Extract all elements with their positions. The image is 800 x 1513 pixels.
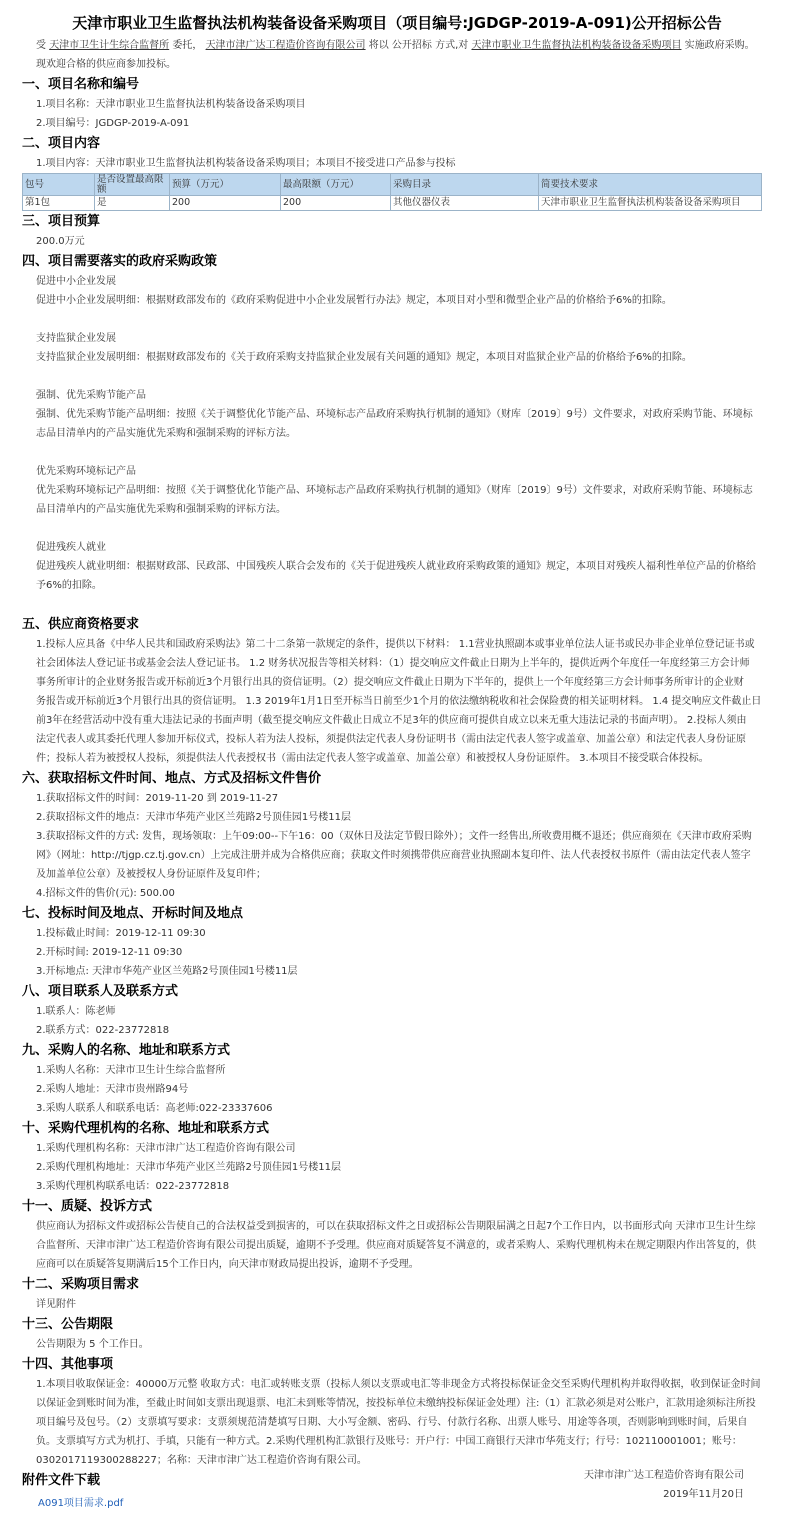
table-header: 是否设置最高限额 — [95, 174, 170, 196]
table-cell: 其他仪器仪表 — [391, 196, 539, 211]
qualification-text: 社会团体法人登记证书或基金会法人登记证书。 1.2 财务状况报告等相关材料：（1）提交响应文件截止日期为上半年的，提供近两个年度任一年度经第三方会计师 — [36, 658, 750, 669]
page-title — [22, 10, 772, 36]
section-title: 六、获取招标文件时间、地点、方式及招标文件售价 — [22, 771, 322, 786]
project-budget: 200.0万元 — [36, 236, 85, 247]
project-number: 2.项目编号：JGDGP-2019-A-091 — [36, 118, 190, 129]
complaint-text: 供应商认为招标文件或招标公告使自己的合法权益受到损害的，可以在获取招标文件之日或招标公告期限届满之日起7个工作日内，以书面形式向 天津市卫生计生综 — [36, 1221, 756, 1232]
policy-detail: 强制、优先采购节能产品明细：按照《关于调整优化节能产品、环境标志产品政府采购执行机制的通知》（财库〔2019〕9号）文件要求，对政府采购节能、环境标 — [36, 409, 753, 420]
section-title: 十一、质疑、投诉方式 — [22, 1199, 153, 1214]
other-matters: 以保证金到账时间为准，至截止时间如支票出现退票、电汇未到账等情况，按投标单位未缴纳投标保证金处理）注:（1）汇款必须是对公账户，汇款用途须标注所投 — [36, 1398, 756, 1409]
policy-detail: 促进中小企业发展明细：根据财政部发布的《政府采购促进中小企业发展暂行办法》规定，本项目对小型和微型企业产品的价格给予6%的扣除。 — [36, 295, 672, 306]
table-cell: 200 — [170, 196, 281, 211]
intro-paragraph — [22, 36, 772, 55]
intro-agent: 天津市津广达工程造价咨询有限公司 — [205, 40, 366, 51]
table-cell: 是 — [95, 196, 170, 211]
agent-info: 1.采购代理机构名称：天津市津广达工程造价咨询有限公司 — [36, 1143, 296, 1154]
other-matters: 1.本项目收取保证金：40000万元整 收取方式：电汇或转账支票（投标人须以支票或电汇等非现金方式将投标保证金交至采购代理机构并取得收据，收到保证金时间 — [36, 1379, 761, 1390]
section-title: 十四、其他事项 — [22, 1357, 114, 1372]
table-cell: 第1包 — [23, 196, 95, 211]
document-info: 2.获取招标文件的地点：天津市华苑产业区兰苑路2号顶佳园1号楼11层 — [36, 812, 351, 823]
table-row — [23, 196, 762, 211]
requirement-text: 详见附件 — [36, 1299, 76, 1310]
other-matters: 项目编号及包号。（2）支票填写要求：支票须规范清楚填写日期、大小写金额、密码、行号、付款行名称、出票人账号、用途等各项，否则影响到账时间，后果自 — [36, 1417, 748, 1428]
section-title: 八、项目联系人及联系方式 — [22, 984, 179, 999]
notice-period: 公告期限为 5 个工作日。 — [36, 1339, 149, 1350]
qualification-text: 务报告或开标前近3个月银行出具的资信证明。 1.3 2019年1月1日至开标当日前至少1个月的依法缴纳税收和社会保险费的相关证明材料。 1.4 提交响应文件截止日 — [36, 696, 762, 707]
project-content: 1.项目内容：天津市职业卫生监督执法机构装备设备采购项目；本项目不接受进口产品参与投标 — [36, 158, 456, 169]
policy-detail: 优先采购环境标记产品明细：按照《关于调整优化节能产品、环境标志产品政府采购执行机制的通知》（财库〔2019〕9号）文件要求，对政府采购节能、环境标志 — [36, 485, 753, 496]
policy-name: 促进中小企业发展 — [36, 276, 116, 287]
section-title: 二、项目内容 — [22, 136, 101, 151]
policy-detail: 志品目清单内的产品实施优先采购和强制采购的评标方法。 — [36, 428, 296, 439]
signature-date: 2019年11月20日 — [663, 1489, 744, 1500]
policy-block — [22, 386, 772, 443]
policy-block — [22, 462, 772, 519]
intro-purchaser: 天津市卫生计生综合监督所 — [49, 40, 170, 51]
qualification-text: 事务所审计的企业财务报告或开标前近3个月银行出具的资信证明。（2）提交响应文件截止日期为下半年的，提供上一个年度经第三方会计师事务所审计的企业财 — [36, 677, 744, 688]
other-matters: 负。支票填写方式为机打、手填，只能有一种方式。2.采购代理机构汇款银行及账号：开户行：中国工商银行天津市华苑支行；行号：102110001001；账号： — [36, 1436, 742, 1447]
project-name: 1.项目名称：天津市职业卫生监督执法机构装备设备采购项目 — [36, 99, 306, 110]
table-header: 简要技术要求 — [539, 174, 762, 196]
bid-time-info: 1.投标截止时间：2019-12-11 09:30 — [36, 928, 206, 939]
document-info: 3.获取招标文件的方式: 发售，现场领取：上午09:00--下午16：00（双休日及法定节假日除外）；文件一经售出,所收费用概不退还；供应商须在《天津市政府采购 — [36, 831, 752, 842]
section-title: 一、项目名称和编号 — [22, 77, 140, 92]
section-title: 十二、采购项目需求 — [22, 1277, 140, 1292]
table-header: 采购目录 — [391, 174, 539, 196]
intro-project: 天津市职业卫生监督执法机构装备设备采购项目 — [471, 40, 682, 51]
table-cell: 200 — [281, 196, 391, 211]
table-cell: 天津市职业卫生监督执法机构装备设备采购项目 — [539, 196, 762, 211]
policy-detail: 品目清单内的产品实施优先采购和强制采购的评标方法。 — [36, 504, 286, 515]
policy-block — [22, 329, 772, 367]
policy-block — [22, 538, 772, 595]
purchaser-info: 1.采购人名称：天津市卫生计生综合监督所 — [36, 1065, 226, 1076]
table-header-row — [23, 174, 762, 196]
table-header: 预算（万元） — [170, 174, 281, 196]
qualification-text: 法定代表人或其委托代理人参加开标仪式，投标人若为法人投标，须提供法定代表人身份证明书（需由法定代表人签字或盖章、加盖公章）和法定代表人身份证原 — [36, 734, 746, 745]
qualification-text: 1.投标人应具备《中华人民共和国政府采购法》第二十二条第一款规定的条件，提供以下材料： 1.1营业执照副本或事业单位法人证书或民办非企业单位登记证书或 — [36, 639, 755, 650]
section-title: 三、项目预算 — [22, 214, 101, 229]
intro-text: 委托， — [172, 40, 203, 51]
section-title: 九、采购人的名称、地址和联系方式 — [22, 1043, 231, 1058]
section-title: 七、投标时间及地点、开标时间及地点 — [22, 906, 244, 921]
attachment-link[interactable]: A091项目需求.pdf — [38, 1498, 124, 1509]
policy-name: 支持监狱企业发展 — [36, 333, 116, 344]
policy-detail: 予6%的扣除。 — [36, 580, 102, 591]
signature-org: 天津市津广达工程造价咨询有限公司 — [584, 1470, 744, 1481]
purchaser-info: 3.采购人联系人和联系电话：高老师:022-23337606 — [36, 1103, 273, 1114]
policy-name: 强制、优先采购节能产品 — [36, 390, 146, 401]
document-info: 网》（网址：http://tjgp.cz.tj.gov.cn）上完成注册并成为合格供应商；获取文件时须携带供应商营业执照副本复印件、法人代表授权书原件（需由法定代表人签字 — [36, 850, 751, 861]
contact-info: 1.联系人：陈老师 — [36, 1006, 116, 1017]
section-title: 四、项目需要落实的政府采购政策 — [22, 254, 218, 269]
intro-text: 受 — [36, 40, 46, 51]
section-title: 十、采购代理机构的名称、地址和联系方式 — [22, 1121, 270, 1136]
table-header: 最高限额（万元） — [281, 174, 391, 196]
document-info: 1.获取招标文件的时间：2019-11-20 到 2019-11-27 — [36, 793, 279, 804]
qualification-text: 前3年在经营活动中没有重大违法记录的书面声明（截至提交响应文件截止日成立不足3年的供应商可提供自成立以来无重大违法记录的书面声明）。 2.投标人须由 — [36, 715, 747, 726]
purchaser-info: 2.采购人地址：天津市贵州路94号 — [36, 1084, 189, 1095]
policy-detail: 支持监狱企业发展明细：根据财政部发布的《关于政府采购支持监狱企业发展有关问题的通知》规定，本项目对监狱企业产品的价格给予6%的扣除。 — [36, 352, 692, 363]
policy-detail: 促进残疾人就业明细：根据财政部、民政部、中国残疾人联合会发布的《关于促进残疾人就业政府采购政策的通知》规定，本项目对残疾人福利性单位产品的价格给 — [36, 561, 756, 572]
section-title: 五、供应商资格要求 — [22, 617, 140, 632]
policy-name: 促进残疾人就业 — [36, 542, 106, 553]
policy-block — [22, 272, 772, 310]
bid-time-info: 3.开标地点: 天津市华苑产业区兰苑路2号顶佳园1号楼11层 — [36, 966, 298, 977]
agent-info: 3.采购代理机构联系电话：022-23772818 — [36, 1181, 230, 1192]
policy-name: 优先采购环境标记产品 — [36, 466, 136, 477]
intro-text: 实施政府采购。 — [684, 40, 755, 51]
intro-welcome: 现欢迎合格的供应商参加投标。 — [36, 59, 176, 70]
title-number: （项目编号:JGDGP-2019-A-091)公开招标公告 — [387, 14, 722, 32]
other-matters: 0302017119300288227；名称：天津市津广达工程造价咨询有限公司。 — [36, 1455, 367, 1466]
agent-info: 2.采购代理机构地址：天津市华苑产业区兰苑路2号顶佳园1号楼11层 — [36, 1162, 341, 1173]
package-table — [22, 173, 762, 211]
section-title: 十三、公告期限 — [22, 1317, 114, 1332]
document-info: 4.招标文件的售价(元): 500.00 — [36, 888, 175, 899]
table-header: 包号 — [23, 174, 95, 196]
qualification-text: 件；投标人若为被授权人投标，须提供法人代表授权书（需由法定代表人签字或盖章、加盖公章）和被授权人身份证原件。 3.本项目不接受联合体投标。 — [36, 753, 709, 764]
intro-text: 将以 公开招标 方式,对 — [368, 40, 469, 51]
contact-info: 2.联系方式：022-23772818 — [36, 1025, 170, 1036]
bid-time-info: 2.开标时间: 2019-12-11 09:30 — [36, 947, 183, 958]
document-info: 及加盖单位公章）及被授权人身份证原件及复印件； — [36, 869, 266, 880]
attachments-title: 附件文件下载 — [22, 1473, 101, 1488]
title-main: 天津市职业卫生监督执法机构装备设备采购项目 — [72, 14, 388, 32]
complaint-text: 合监督所、天津市津广达工程造价咨询有限公司提出质疑，逾期不予受理。供应商对质疑答复不满意的，或者采购人、采购代理机构未在规定期限内作出答复的，供 — [36, 1240, 756, 1251]
complaint-text: 应商可以在质疑答复期满后15个工作日内，向天津市财政局提出投诉，逾期不予受理。 — [36, 1259, 419, 1270]
